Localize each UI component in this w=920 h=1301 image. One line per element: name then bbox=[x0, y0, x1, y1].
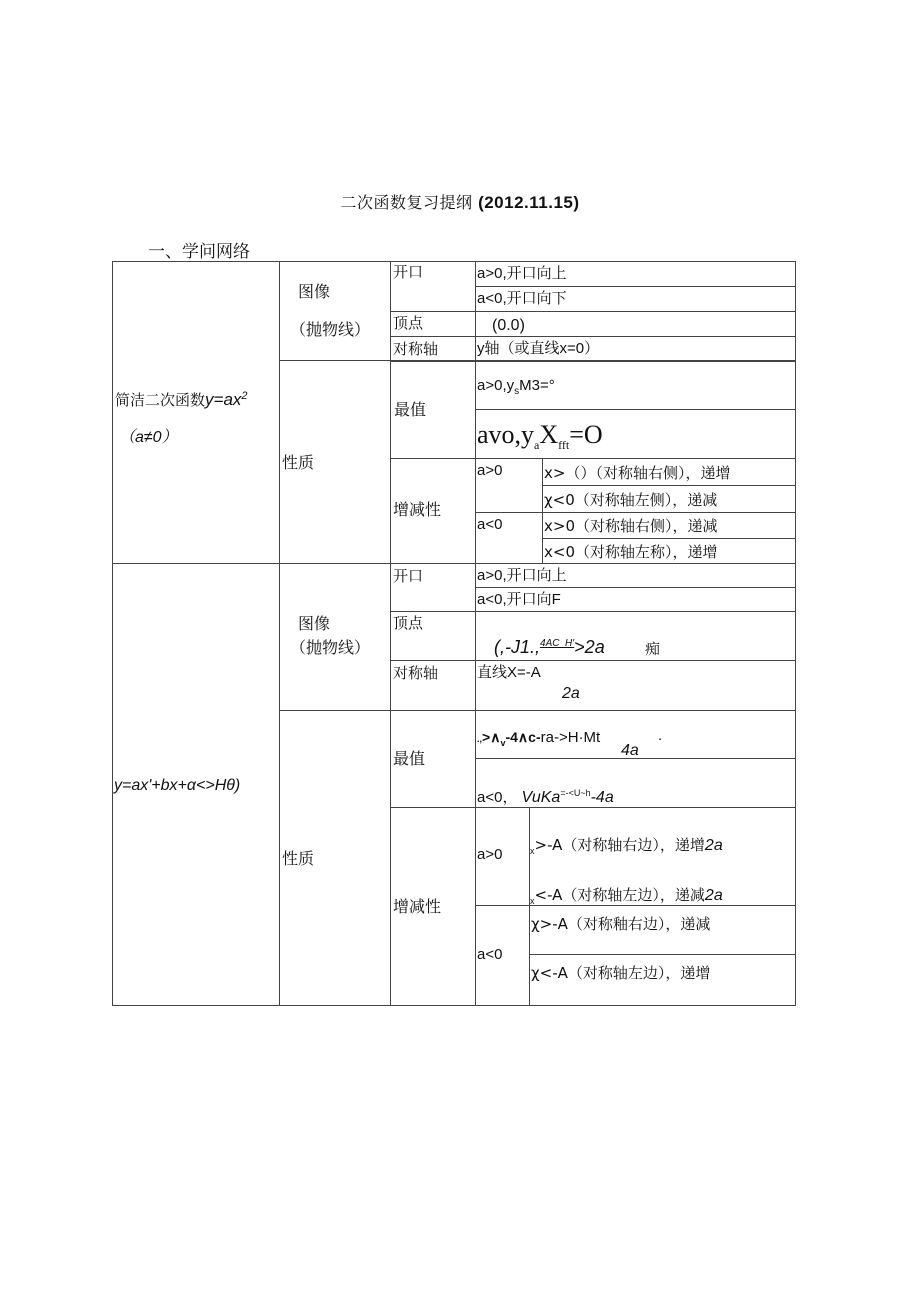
general-vertex-sup: 4AC_H' bbox=[540, 638, 575, 649]
simple-axis-label: 对称轴 bbox=[393, 340, 439, 358]
general-axis-value-cell bbox=[475, 660, 796, 711]
simple-mono-pos-2: χ<0（对称轴左侧），递减 bbox=[544, 491, 718, 509]
general-mono-pos-2-pre: x bbox=[530, 896, 535, 906]
general-mono-pos-1-tail: 2a bbox=[704, 837, 723, 854]
general-mono-neg: a<0 bbox=[477, 946, 503, 963]
general-function-cell bbox=[112, 563, 280, 1006]
simple-axis-value-cell bbox=[475, 336, 796, 362]
general-axis-label: 对称轴 bbox=[393, 664, 439, 682]
simple-opening-neg-cell bbox=[475, 286, 796, 312]
simple-mono-label: 增减性 bbox=[393, 500, 442, 519]
general-extreme-neg-a: a<0， bbox=[477, 789, 518, 806]
general-axis-value: 直线X=-A bbox=[477, 664, 541, 681]
simple-image-label: 图像 bbox=[298, 282, 331, 301]
simple-mono-neg-2-cell bbox=[542, 538, 796, 564]
general-extreme-pos-a: ., bbox=[477, 734, 483, 744]
general-mono-neg-1: χ>-A（对称釉右边），递减 bbox=[531, 915, 711, 933]
simple-label: 简洁二次函数 bbox=[115, 391, 206, 409]
simple-extreme-pos-rest: M3=° bbox=[519, 377, 555, 394]
general-image-label: 图像 bbox=[298, 614, 331, 633]
simple-vertex-label: 顶点 bbox=[393, 314, 424, 332]
simple-mono-pos-1-cell bbox=[542, 458, 796, 486]
general-opening-label: 开口 bbox=[393, 567, 424, 585]
simple-extreme-pos-sub: s bbox=[514, 386, 520, 397]
simple-image-sublabel: （抛物线） bbox=[290, 320, 371, 339]
simple-mono-pos-2-cell bbox=[542, 485, 796, 513]
simple-formula-exp: 2 bbox=[241, 390, 248, 402]
simple-condition: （a≠0） bbox=[119, 429, 178, 446]
general-mono-pos-rows-cell bbox=[529, 807, 796, 906]
general-vertex-c: 痴 bbox=[645, 640, 661, 658]
simple-props-cell bbox=[279, 360, 391, 564]
simple-image-cell bbox=[279, 261, 391, 361]
simple-extreme-neg-cell bbox=[475, 409, 796, 459]
simple-opening-neg: a<0,开口向下 bbox=[477, 290, 567, 307]
general-mono-neg-2: χ<-A（对称轴左边），递增 bbox=[531, 964, 711, 982]
general-mono-neg-2-cell bbox=[529, 954, 796, 1006]
simple-extreme-neg-b: X bbox=[539, 420, 559, 449]
general-extreme-label-cell bbox=[390, 710, 476, 808]
simple-mono-label-cell bbox=[390, 458, 476, 564]
simple-extreme-neg-c: =O bbox=[569, 420, 603, 449]
simple-axis-label-cell bbox=[390, 336, 476, 362]
general-image-sublabel: （抛物线） bbox=[290, 638, 371, 657]
general-extreme-pos-b: >∧ bbox=[482, 729, 501, 745]
simple-opening-label: 开口 bbox=[393, 263, 424, 281]
general-extreme-label: 最值 bbox=[393, 749, 426, 768]
simple-mono-neg-2: x<0（对称轴左称），递增 bbox=[544, 543, 718, 561]
simple-axis-value: y轴（或直线x=0） bbox=[477, 340, 600, 357]
title-date: (2012.11.15) bbox=[478, 193, 580, 212]
general-mono-neg-cell bbox=[475, 905, 530, 1006]
simple-function-cell bbox=[112, 261, 280, 564]
general-mono-neg-1-cell bbox=[529, 905, 796, 955]
general-props-cell bbox=[279, 710, 391, 1006]
simple-opening-label-cell bbox=[390, 261, 476, 312]
general-vertex-label-cell bbox=[390, 611, 476, 661]
general-mono-label-cell bbox=[390, 807, 476, 1006]
simple-extreme-label: 最值 bbox=[394, 400, 427, 419]
general-opening-pos: a>0,开口向上 bbox=[477, 567, 567, 584]
general-opening-neg: a<0,开口向F bbox=[477, 591, 561, 608]
general-vertex-value-cell bbox=[475, 611, 796, 661]
general-extreme-pos-dot: . bbox=[658, 727, 663, 744]
simple-mono-neg: a<0 bbox=[477, 516, 503, 533]
general-vertex-b: >2a bbox=[574, 637, 605, 657]
simple-vertex-label-cell bbox=[390, 311, 476, 337]
section-heading: 一、学问网络 bbox=[148, 242, 250, 262]
simple-mono-pos: a>0 bbox=[477, 462, 503, 479]
general-vertex-a: (,-J1., bbox=[494, 637, 541, 657]
title-text: 二次函数复习提纲 bbox=[340, 193, 473, 212]
general-extreme-pos-d: ra->H·Mt bbox=[540, 729, 601, 746]
simple-extreme-pos-cell bbox=[475, 360, 796, 410]
simple-vertex-value: (0.0) bbox=[492, 317, 525, 334]
general-axis-denom: 2a bbox=[562, 685, 580, 702]
simple-mono-pos-1: x>（）（对称轴右侧），递增 bbox=[544, 464, 731, 482]
general-extreme-pos-c: -4∧c- bbox=[505, 729, 541, 745]
simple-mono-neg-cell bbox=[475, 512, 543, 564]
simple-extreme-pos: a>0,y bbox=[477, 377, 515, 394]
simple-extreme-label-cell bbox=[390, 360, 476, 459]
general-image-cell bbox=[279, 563, 391, 711]
simple-mono-neg-1: x>0（对称轴右侧），递减 bbox=[544, 517, 718, 535]
knowledge-table bbox=[112, 261, 796, 1006]
simple-props-label: 性质 bbox=[282, 453, 315, 472]
general-mono-label: 增减性 bbox=[393, 897, 442, 916]
simple-extreme-neg-a: avo,y bbox=[477, 420, 535, 449]
general-extreme-neg-sup: =-<U~h bbox=[560, 788, 591, 798]
simple-extreme-neg-sub: a bbox=[534, 438, 540, 453]
general-extreme-neg-c: -4a bbox=[590, 789, 614, 806]
general-mono-pos-1-pre: x bbox=[530, 846, 535, 856]
simple-extreme-neg-sub2: fft bbox=[558, 438, 570, 453]
general-vertex-label: 顶点 bbox=[393, 614, 424, 632]
general-mono-pos: a>0 bbox=[477, 846, 503, 863]
general-mono-pos-2: <-A（对称轴左边），递减 bbox=[534, 886, 705, 904]
general-extreme-neg-b: VuKa bbox=[521, 789, 561, 806]
general-extreme-pos-denom: 4a bbox=[621, 742, 639, 759]
general-extreme-pos-sub: v bbox=[500, 737, 506, 748]
general-mono-pos-cell bbox=[475, 807, 530, 906]
general-axis-label-cell bbox=[390, 660, 476, 711]
general-mono-pos-2-tail: 2a bbox=[704, 887, 723, 904]
general-opening-pos-cell bbox=[475, 563, 796, 588]
simple-opening-pos-cell bbox=[475, 261, 796, 287]
document-title bbox=[0, 190, 920, 213]
simple-opening-pos: a>0,开口向上 bbox=[477, 265, 567, 282]
simple-vertex-value-cell bbox=[475, 311, 796, 337]
simple-mono-pos-cell bbox=[475, 458, 543, 513]
simple-mono-neg-1-cell bbox=[542, 512, 796, 539]
general-label: y=ax'+bx+α<>Hθ) bbox=[114, 777, 241, 794]
general-opening-neg-cell bbox=[475, 587, 796, 612]
simple-formula: y=ax bbox=[205, 390, 242, 409]
general-extreme-pos-cell bbox=[475, 710, 796, 759]
general-opening-label-cell bbox=[390, 563, 476, 612]
general-extreme-neg-cell bbox=[475, 758, 796, 808]
general-props-label: 性质 bbox=[282, 849, 315, 868]
general-mono-pos-1: >-A（对称轴右边），递增 bbox=[534, 836, 705, 854]
